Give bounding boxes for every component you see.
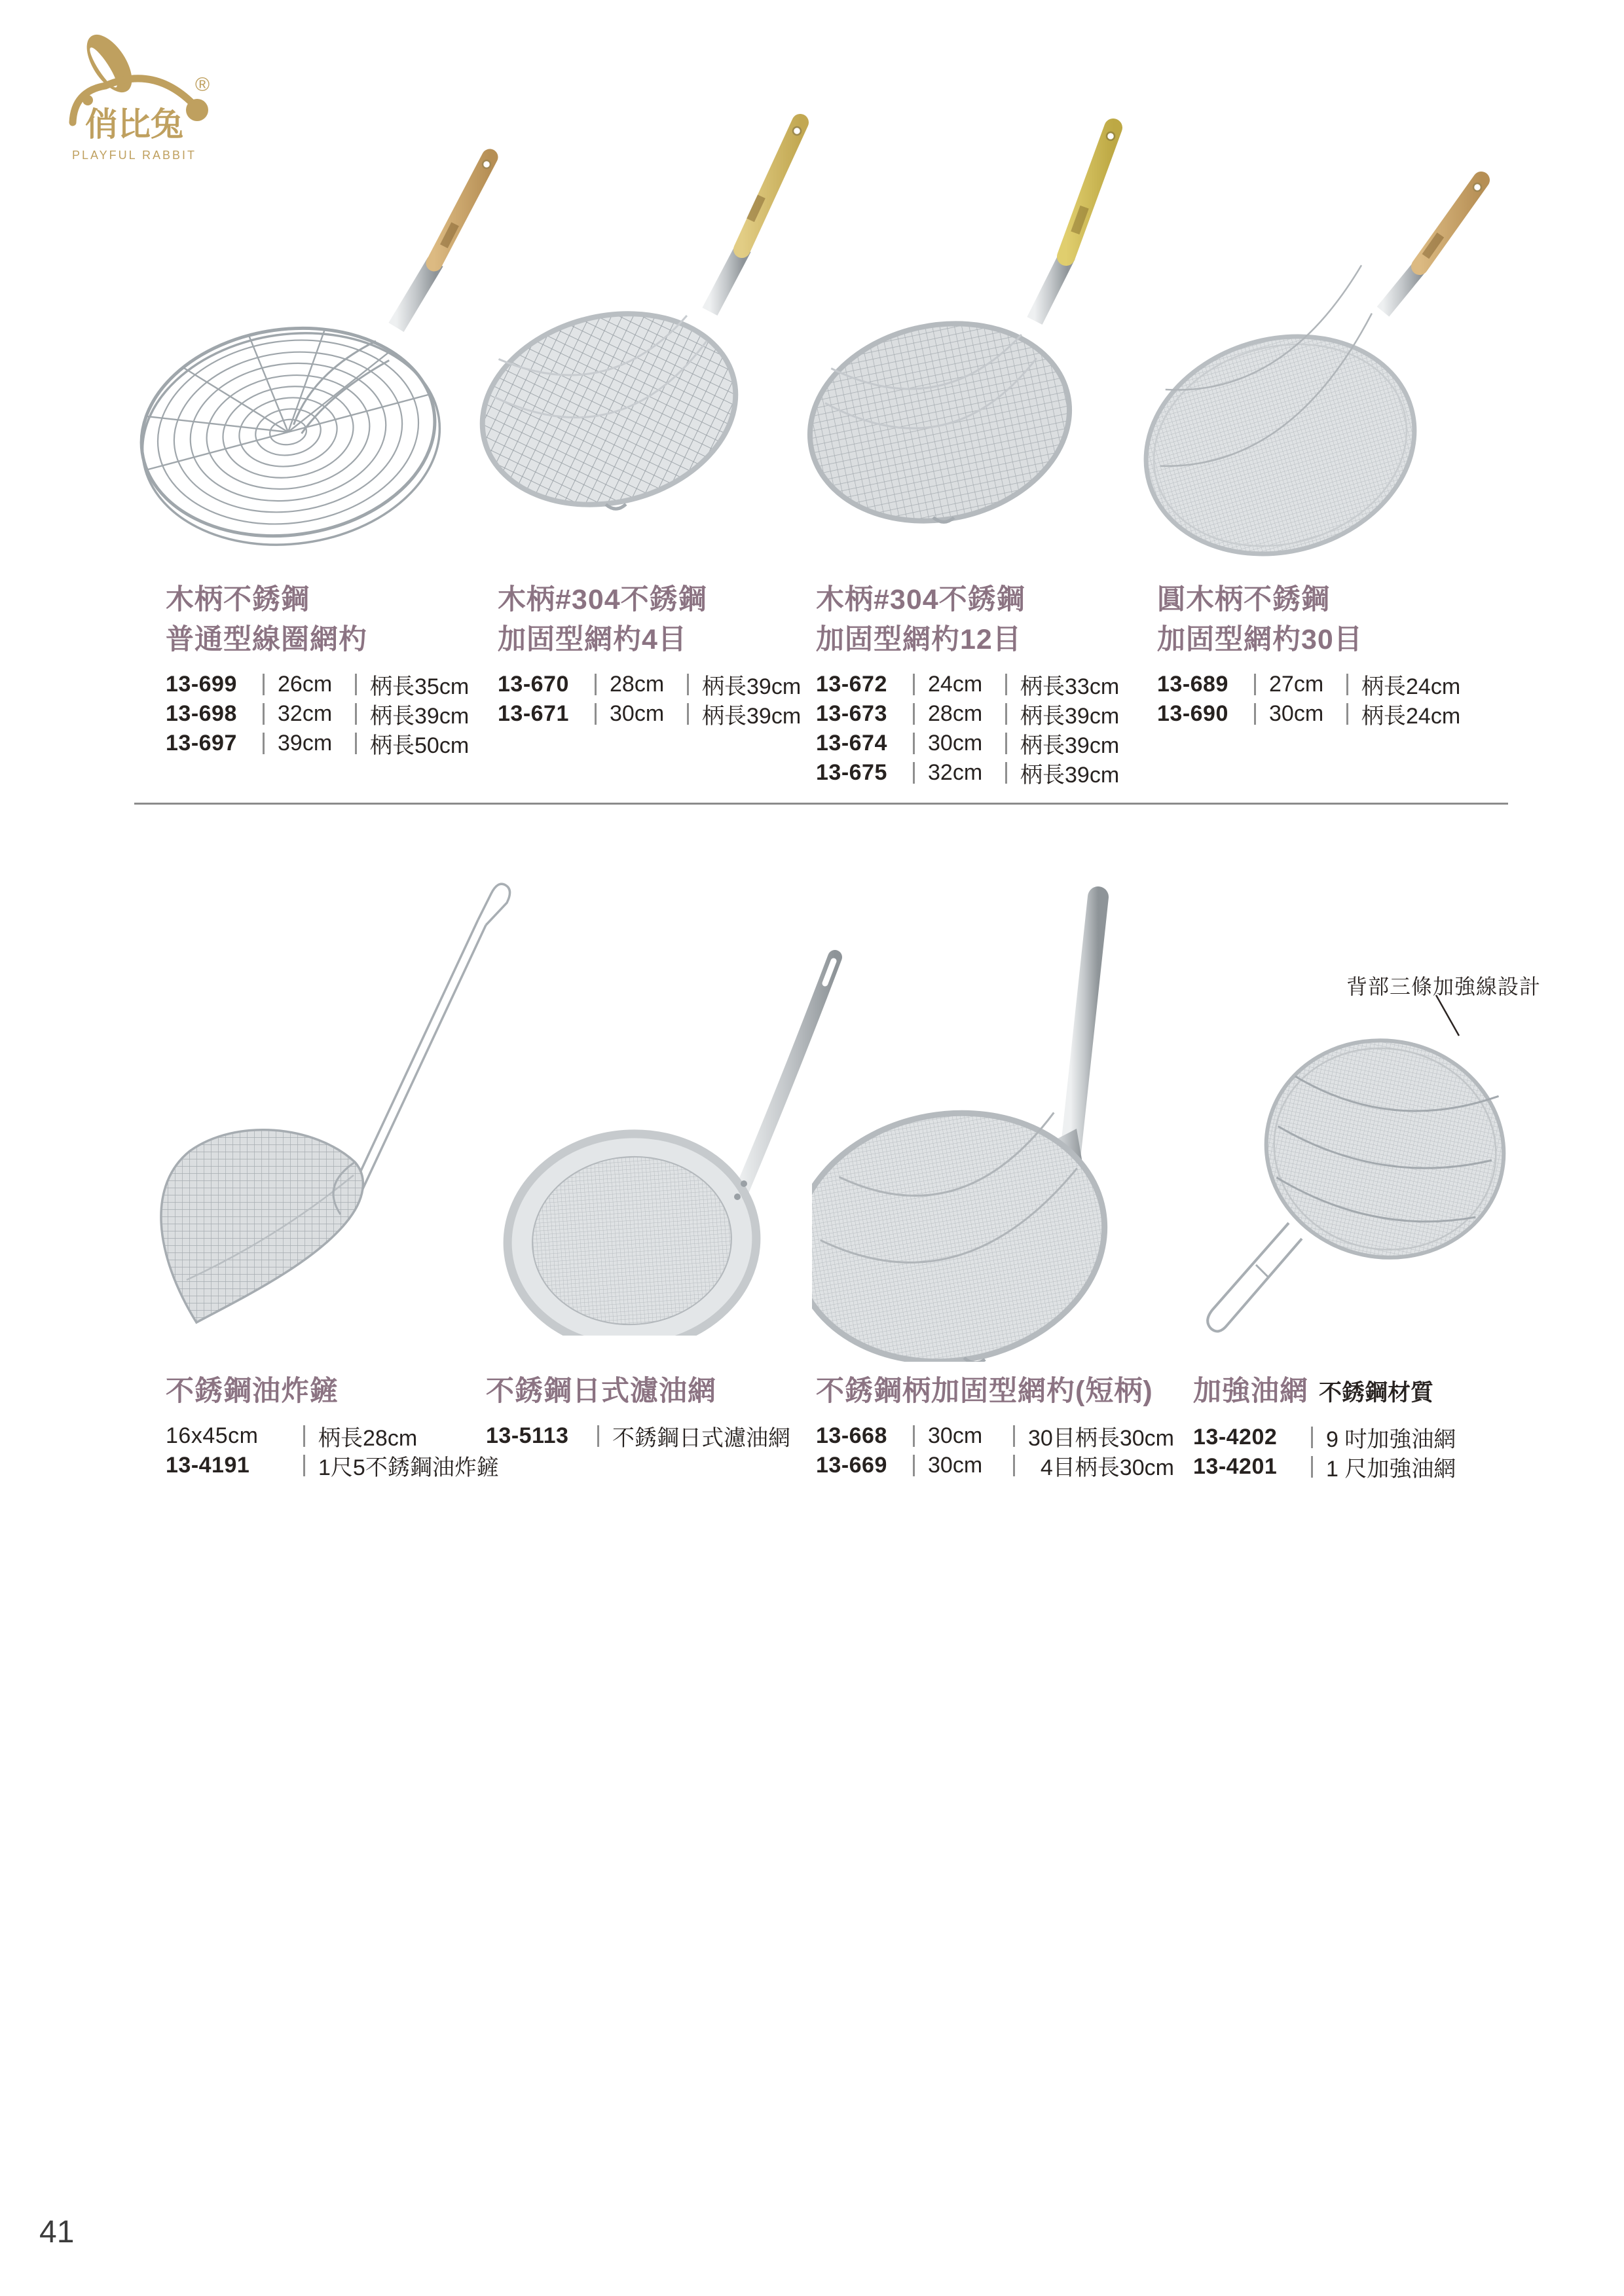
product-handle-length: 柄長39cm bbox=[1020, 763, 1120, 788]
separator bbox=[263, 674, 265, 695]
product-size: 16x45cm bbox=[166, 1423, 259, 1448]
product-image-wire-coil-skimmer bbox=[105, 69, 511, 586]
product-handle-length: 柄長33cm bbox=[1020, 674, 1120, 699]
spec-row bbox=[816, 699, 1119, 729]
separator bbox=[1013, 1455, 1015, 1476]
product-title bbox=[816, 1372, 1174, 1412]
spec-row bbox=[816, 758, 1119, 788]
product-size: 30cm bbox=[1269, 701, 1324, 726]
product-handle-length: 柄長24cm bbox=[1361, 674, 1461, 699]
spec-row bbox=[816, 670, 1119, 699]
separator bbox=[913, 1425, 915, 1447]
separator bbox=[687, 703, 689, 725]
product-info-8 bbox=[1193, 1372, 1456, 1482]
product-title-line: 木柄#304不銹鋼 bbox=[816, 584, 1025, 615]
separator bbox=[595, 703, 597, 725]
product-handle-length: 柄長39cm bbox=[702, 704, 802, 729]
product-image-mesh-skimmer-12mesh bbox=[779, 65, 1159, 576]
product-title bbox=[486, 1372, 790, 1412]
product-size: 30cm bbox=[610, 701, 665, 726]
separator bbox=[303, 1425, 305, 1447]
separator bbox=[1254, 703, 1256, 725]
spec-rows bbox=[498, 670, 801, 729]
annotation-label: 背部三條加強線設計 bbox=[1346, 975, 1541, 998]
product-title bbox=[1157, 580, 1460, 660]
product-code: 13-674 bbox=[816, 731, 887, 756]
spec-rows bbox=[1157, 670, 1460, 729]
page-number: 41 bbox=[39, 2215, 75, 2250]
separator bbox=[355, 703, 357, 725]
product-title-line: 木柄#304不銹鋼 bbox=[498, 584, 707, 615]
product-title-line: 不銹鋼油炸鏟 bbox=[166, 1376, 339, 1407]
product-code: 13-4202 bbox=[1193, 1425, 1278, 1449]
spec-row bbox=[498, 670, 801, 699]
product-size: 26cm bbox=[278, 672, 333, 697]
separator bbox=[913, 703, 915, 725]
product-code: 13-668 bbox=[816, 1423, 887, 1448]
spec-rows bbox=[816, 670, 1119, 788]
separator bbox=[1311, 1456, 1313, 1478]
product-title-line: 加固型網杓12目 bbox=[816, 624, 1022, 655]
product-title bbox=[1193, 1372, 1456, 1413]
product-title bbox=[166, 580, 469, 660]
separator bbox=[913, 1455, 915, 1476]
product-title-line: 普通型線圈網杓 bbox=[166, 624, 367, 655]
product-handle-length: 柄長39cm bbox=[702, 674, 802, 699]
spec-row bbox=[816, 1421, 1174, 1451]
spec-rows bbox=[166, 1421, 499, 1480]
product-title-line: 圓木柄不銹鋼 bbox=[1157, 584, 1330, 615]
separator bbox=[595, 674, 597, 695]
product-code: 13-689 bbox=[1157, 672, 1228, 697]
spec-rows bbox=[1193, 1423, 1456, 1482]
product-title-line: 加固型網杓4目 bbox=[498, 624, 687, 655]
product-description: 9 吋加強油網 bbox=[1326, 1427, 1456, 1452]
product-code: 13-4191 bbox=[166, 1453, 250, 1478]
product-code: 13-669 bbox=[816, 1453, 887, 1478]
product-handle-length: 柄長24cm bbox=[1361, 704, 1461, 729]
spec-rows bbox=[486, 1421, 790, 1451]
product-title-line bbox=[1193, 1372, 1456, 1413]
spec-row bbox=[166, 699, 469, 729]
separator bbox=[355, 674, 357, 695]
product-code: 13-697 bbox=[166, 731, 237, 756]
product-material-note: 不銹鋼材質 bbox=[1319, 1380, 1434, 1406]
product-code: 13-699 bbox=[166, 672, 237, 697]
product-info-1 bbox=[166, 580, 469, 758]
spec-row bbox=[1193, 1423, 1456, 1452]
product-title-line: 加固型網杓30目 bbox=[1157, 624, 1363, 655]
product-description: 1尺5不銹鋼油炸鏟 bbox=[318, 1455, 499, 1480]
spec-row bbox=[166, 1421, 499, 1451]
product-handle-length: 柄長39cm bbox=[1020, 733, 1120, 758]
spec-row bbox=[486, 1421, 790, 1451]
spec-row bbox=[1193, 1452, 1456, 1482]
product-handle-length: 柄長39cm bbox=[370, 704, 470, 729]
product-title bbox=[498, 580, 801, 660]
product-info-5 bbox=[166, 1372, 499, 1480]
separator bbox=[913, 674, 915, 695]
brand-name-en: PLAYFUL RABBIT bbox=[71, 149, 197, 162]
spec-rows bbox=[816, 1421, 1174, 1480]
product-code: 13-675 bbox=[816, 760, 887, 785]
product-size: 28cm bbox=[610, 672, 665, 697]
separator bbox=[1005, 703, 1007, 725]
product-image-fry-spatula bbox=[124, 871, 517, 1342]
product-title-line: 不銹鋼日式濾油網 bbox=[486, 1376, 716, 1407]
product-title-line: 木柄不銹鋼 bbox=[166, 584, 310, 615]
product-image-reinforced-oil-net bbox=[1172, 943, 1559, 1349]
annotation-pointer-line bbox=[1436, 995, 1459, 1036]
product-code: 13-690 bbox=[1157, 701, 1228, 726]
product-size: 28cm bbox=[928, 701, 983, 726]
spec-row bbox=[816, 1451, 1174, 1480]
separator bbox=[263, 703, 265, 725]
separator bbox=[1346, 703, 1348, 725]
brand-name-zh: 俏比兔 bbox=[85, 106, 183, 143]
product-size: 24cm bbox=[928, 672, 983, 697]
product-handle-length: 柄長28cm bbox=[318, 1426, 418, 1451]
product-info-2 bbox=[498, 580, 801, 729]
product-size: 32cm bbox=[278, 701, 333, 726]
separator bbox=[1005, 674, 1007, 695]
product-code: 13-673 bbox=[816, 701, 887, 726]
product-code: 13-670 bbox=[498, 672, 569, 697]
product-handle-length: 柄長35cm bbox=[370, 674, 470, 699]
product-info-7 bbox=[816, 1372, 1174, 1480]
product-image-japanese-oil-filter bbox=[478, 890, 858, 1336]
product-handle-length: 30目柄長30cm bbox=[1028, 1426, 1174, 1451]
product-image-steel-handle-skimmer bbox=[812, 851, 1205, 1362]
separator bbox=[303, 1455, 305, 1476]
product-title-line: 不銹鋼柄加固型網杓(短柄) bbox=[816, 1376, 1153, 1407]
product-info-6 bbox=[486, 1372, 790, 1451]
spec-row bbox=[816, 729, 1119, 758]
spec-row bbox=[1157, 670, 1460, 699]
product-title-text: 加強油網 bbox=[1193, 1376, 1308, 1407]
product-size: 32cm bbox=[928, 760, 983, 785]
product-code: 13-672 bbox=[816, 672, 887, 697]
product-description: 1 尺加強油網 bbox=[1326, 1457, 1456, 1482]
product-handle-length: 柄長50cm bbox=[370, 733, 470, 758]
separator bbox=[1005, 762, 1007, 784]
spec-row bbox=[166, 1451, 499, 1480]
product-size: 39cm bbox=[278, 731, 333, 756]
product-size: 30cm bbox=[928, 1423, 983, 1448]
section-divider bbox=[134, 803, 1508, 805]
spec-row bbox=[166, 729, 469, 758]
product-description: 不銹鋼日式濾油網 bbox=[612, 1426, 790, 1451]
product-code: 13-671 bbox=[498, 701, 569, 726]
separator bbox=[1346, 674, 1348, 695]
product-image-mesh-skimmer-30mesh bbox=[1139, 79, 1552, 596]
separator bbox=[1005, 733, 1007, 754]
product-title bbox=[816, 580, 1119, 660]
brand-registered: ® bbox=[195, 74, 210, 96]
product-code: 13-698 bbox=[166, 701, 237, 726]
product-code: 13-4201 bbox=[1193, 1454, 1278, 1479]
spec-row bbox=[1157, 699, 1460, 729]
product-info-3 bbox=[816, 580, 1119, 788]
product-handle-length: 4目柄長30cm bbox=[1028, 1455, 1174, 1480]
separator bbox=[913, 762, 915, 784]
spec-row bbox=[498, 699, 801, 729]
product-code: 13-5113 bbox=[486, 1423, 569, 1448]
separator bbox=[1254, 674, 1256, 695]
product-info-4 bbox=[1157, 580, 1460, 729]
product-size: 27cm bbox=[1269, 672, 1324, 697]
separator bbox=[1013, 1425, 1015, 1447]
product-title bbox=[166, 1372, 499, 1412]
separator bbox=[1311, 1427, 1313, 1448]
separator bbox=[687, 674, 689, 695]
separator bbox=[597, 1425, 599, 1447]
separator bbox=[263, 733, 265, 754]
product-size: 30cm bbox=[928, 731, 983, 756]
product-handle-length: 柄長39cm bbox=[1020, 704, 1120, 729]
separator bbox=[355, 733, 357, 754]
product-size: 30cm bbox=[928, 1453, 983, 1478]
spec-rows bbox=[166, 670, 469, 758]
spec-row bbox=[166, 670, 469, 699]
separator bbox=[913, 733, 915, 754]
